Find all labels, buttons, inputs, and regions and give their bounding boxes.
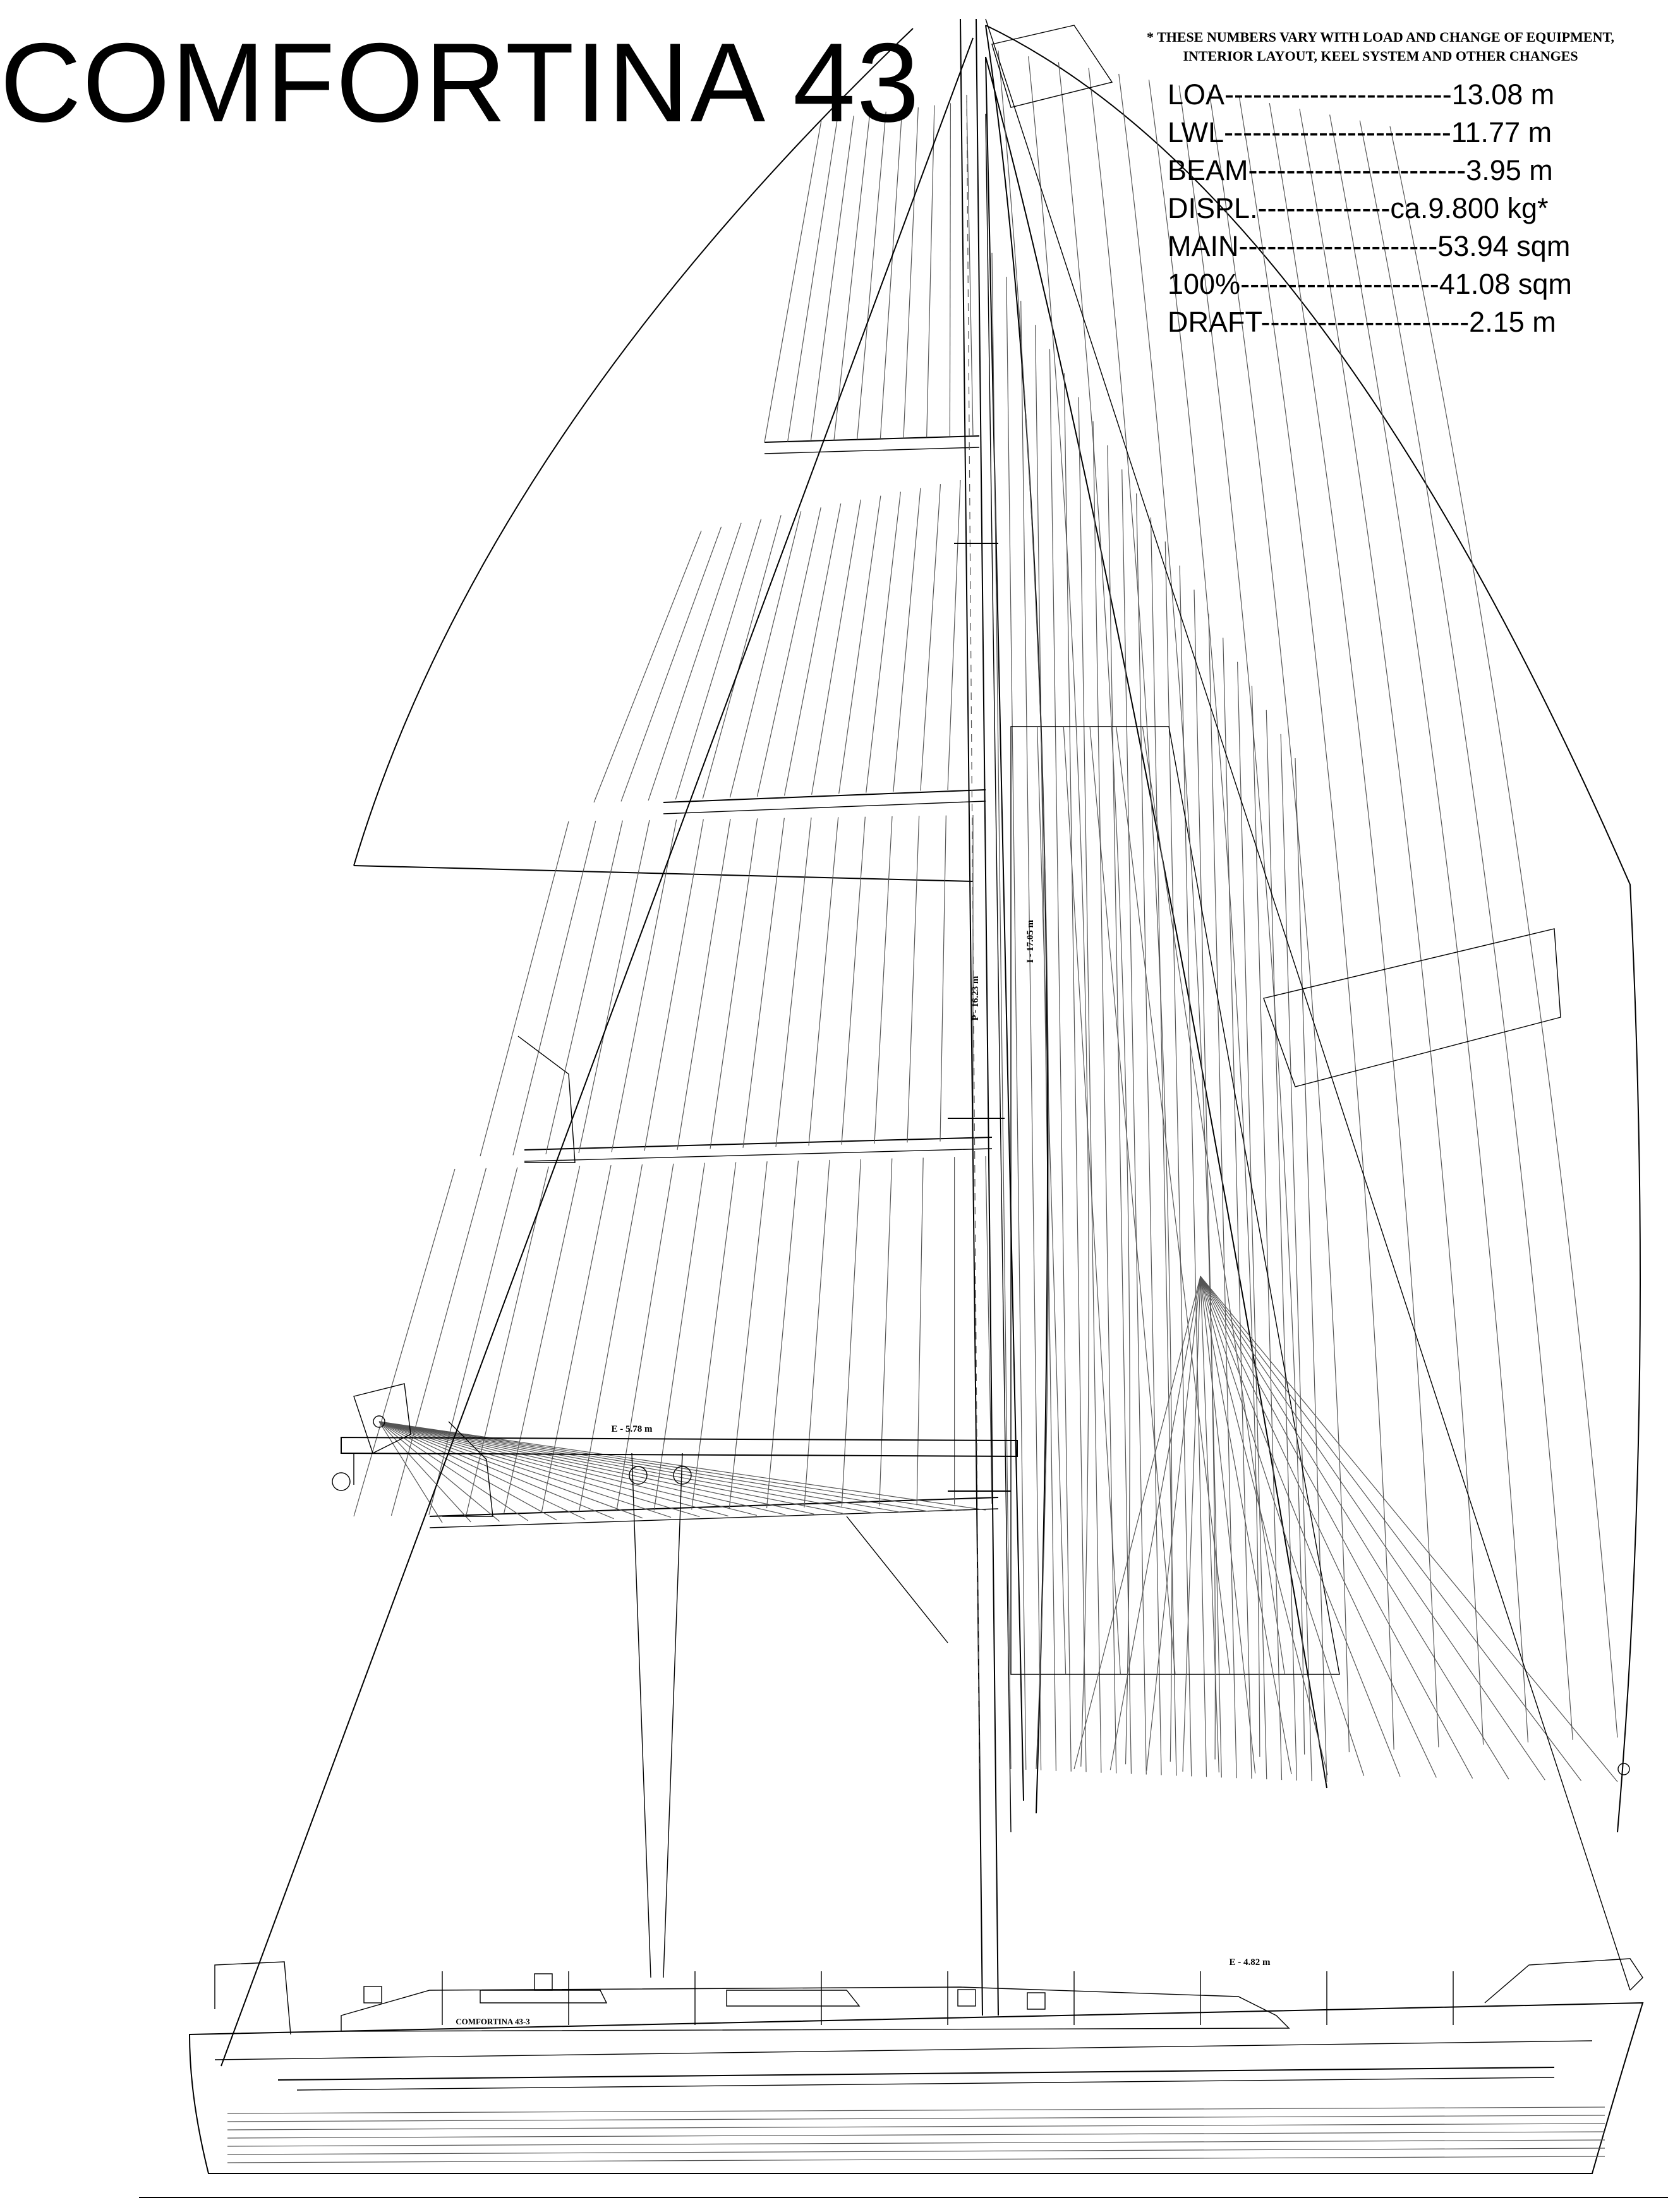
- main-panel-seam: [466, 1166, 548, 1514]
- winch: [1027, 1993, 1045, 2009]
- jib-panel-seam: [1238, 662, 1267, 1780]
- mainsheet: [632, 1453, 651, 1978]
- spec-lwl: LWL------------------------11.77 m: [1168, 116, 1552, 148]
- jib-panel-seam: [1064, 373, 1086, 1772]
- main-leech: [354, 28, 913, 866]
- dim-i-label: I - 17.05 m: [1025, 919, 1036, 964]
- main-batten: [663, 790, 986, 802]
- gennaker-clew-ring: [1618, 1763, 1629, 1775]
- main-panel-seam: [834, 114, 870, 440]
- main-panel-seam: [654, 1163, 704, 1511]
- jib-panel-seam: [1137, 493, 1162, 1775]
- hatch-hatched-2: [727, 1990, 859, 2006]
- main-radial-seam: [379, 1422, 957, 1511]
- main-panel-seam: [842, 817, 865, 1145]
- jib-panel-seam: [1266, 710, 1296, 1780]
- main-panel-seam: [842, 1159, 861, 1507]
- halyard: [986, 114, 1011, 1832]
- gennaker-radial: [1074, 1276, 1200, 1769]
- jib-panel-block: [1011, 727, 1339, 1674]
- mainsail: [354, 28, 998, 1528]
- jib-panel-seam: [1194, 589, 1221, 1777]
- jib-vertical-seam: [1063, 727, 1120, 1674]
- main-panel-seam: [866, 492, 901, 792]
- hull-stripe: [227, 2132, 1605, 2138]
- winch: [535, 1974, 552, 1990]
- winch: [958, 1990, 976, 2006]
- main-batten-pocket: [764, 447, 979, 454]
- mainsheet-2: [663, 1453, 682, 1978]
- hull-name-label: COMFORTINA 43-3: [456, 2017, 530, 2026]
- main-panel-seam: [579, 820, 650, 1153]
- main-panel-seam: [811, 116, 854, 440]
- forestay: [221, 38, 973, 2066]
- bow-pulpit: [1485, 1959, 1643, 2003]
- main-panel-seam: [874, 816, 892, 1144]
- main-radial-seam: [379, 1422, 614, 1519]
- page-title: COMFORTINA 43: [0, 20, 921, 145]
- gennaker-seam: [1300, 109, 1484, 1744]
- main-panel-seam: [907, 816, 919, 1142]
- jib-vertical-seam: [1116, 727, 1230, 1674]
- gennaker-radial: [1200, 1276, 1364, 1776]
- main-panel-seam: [809, 817, 838, 1145]
- hull-stripe: [227, 2156, 1605, 2163]
- winch: [364, 1986, 382, 2003]
- gennaker-radial: [1200, 1276, 1473, 1779]
- jib-panel-seam: [1079, 397, 1101, 1773]
- main-panel-seam: [927, 106, 934, 438]
- main-radial-seam: [379, 1422, 643, 1518]
- spec-foretriangle-area: 100%---------------------41.08 sqm: [1168, 268, 1572, 300]
- main-panel-seam: [917, 1157, 923, 1505]
- spec-beam: BEAM-----------------------3.95 m: [1168, 154, 1553, 186]
- sheet-block: [332, 1473, 350, 1490]
- main-panel-seam: [354, 1169, 455, 1516]
- spec-main-area: MAIN---------------------53.94 sqm: [1168, 230, 1571, 262]
- gennaker-radial: [1200, 1276, 1255, 1774]
- vang: [847, 1516, 948, 1643]
- main-panel-seam: [480, 821, 569, 1156]
- spec-list: [1168, 76, 1572, 341]
- spec-displacement: DISPL.--------------ca.9.800 kg*: [1168, 192, 1549, 224]
- main-panel-seam: [504, 1166, 580, 1513]
- gennaker-seam: [1360, 121, 1573, 1740]
- hull-outline: [190, 2003, 1643, 2173]
- gennaker-radial: [1200, 1276, 1581, 1781]
- jib-panel-seam: [1281, 734, 1312, 1781]
- jib-panel-seam: [1151, 517, 1176, 1775]
- dim-e-label: E - 5.78 m: [611, 1424, 653, 1434]
- jib-panel-seam: [1006, 277, 1026, 1770]
- rubrail: [278, 2067, 1554, 2080]
- main-panel-seam: [729, 1161, 767, 1509]
- main-panel-seam: [730, 511, 801, 797]
- main-radial-seam: [379, 1422, 871, 1513]
- main-panel-seam: [788, 118, 838, 442]
- main-panel-seam: [675, 519, 761, 800]
- main-panel-seam: [703, 515, 781, 798]
- dim-p-label: P - 16.23 m: [970, 976, 981, 1021]
- hatch-hatched: [480, 1990, 607, 2003]
- stern-pushpit: [215, 1962, 291, 2034]
- main-panel-seam: [644, 819, 703, 1151]
- main-panel-seam: [921, 484, 941, 790]
- jib-vertical-seam: [1037, 727, 1066, 1674]
- main-batten: [524, 1137, 992, 1150]
- dashed-halyard: [967, 95, 979, 1769]
- hull-stripe: [227, 2140, 1605, 2146]
- hull-stripe: [227, 2107, 1605, 2113]
- jib-vertical-seam: [1090, 727, 1175, 1674]
- main-panel-seam: [880, 109, 902, 438]
- main-panel-seam: [764, 120, 821, 442]
- main-batten: [764, 436, 979, 442]
- jib-panel-seam: [1252, 686, 1281, 1780]
- gennaker-seam: [1058, 62, 1130, 1764]
- main-panel-seam: [879, 1159, 892, 1506]
- gennaker-radial: [1183, 1276, 1200, 1772]
- disclaimer-line-2: INTERIOR LAYOUT, KEEL SYSTEM AND OTHER CHANGES: [1183, 48, 1578, 64]
- gennaker-radial: [1200, 1276, 1545, 1780]
- jib-panel-seam: [1093, 421, 1116, 1774]
- hull-stripe: [227, 2115, 1605, 2122]
- main-batten-pocket: [524, 1149, 992, 1161]
- main-panel-seam: [757, 507, 821, 797]
- main-panel-seam: [677, 819, 730, 1150]
- main-panel-seam: [940, 816, 946, 1142]
- main-panel-seam: [857, 112, 886, 440]
- gennaker-radial: [1200, 1276, 1436, 1777]
- main-panel-seam: [776, 818, 811, 1147]
- gennaker-radial: [1147, 1276, 1200, 1771]
- main-panel-seam: [617, 1164, 674, 1511]
- main-panel-seam: [648, 523, 741, 801]
- main-panel-seam: [692, 1162, 736, 1509]
- main-panel-seam: [948, 480, 960, 790]
- jib-panel-seam: [992, 253, 1011, 1769]
- disclaimer-note: [1118, 28, 1643, 66]
- main-panel-seam: [594, 531, 701, 802]
- disclaimer-line-1: * THESE NUMBERS VARY WITH LOAD AND CHANGE OF EQUIPMENT,: [1146, 29, 1614, 45]
- spec-draft: DRAFT----------------------2.15 m: [1168, 306, 1556, 338]
- hull-stripe: [227, 2148, 1605, 2155]
- hull: [139, 1959, 1668, 2197]
- spec-loa: LOA------------------------13.08 m: [1168, 78, 1555, 111]
- main-panel-seam: [621, 527, 721, 802]
- main-panel-seam: [743, 818, 784, 1148]
- main-panel-seam: [839, 496, 881, 794]
- main-radial-seam: [379, 1422, 785, 1514]
- main-panel-seam: [767, 1161, 799, 1508]
- main-batten: [430, 1497, 998, 1516]
- main-batten-pocket: [663, 801, 986, 814]
- sheerline: [215, 2041, 1592, 2060]
- main-radial-seam: [379, 1422, 814, 1514]
- dim-j-label: E - 4.82 m: [1229, 1957, 1271, 1967]
- main-panel-seam: [812, 500, 861, 795]
- hull-stripe: [227, 2124, 1605, 2130]
- gennaker-radial: [1200, 1276, 1219, 1772]
- main-panel-seam: [710, 818, 758, 1149]
- gennaker-seam: [1390, 126, 1617, 1738]
- jib-panel-seam: [1108, 445, 1132, 1774]
- main-panel-seam: [904, 107, 918, 438]
- main-panel-seam: [785, 504, 841, 795]
- gennaker-seam: [1330, 115, 1528, 1743]
- main-panel-seam: [893, 488, 921, 792]
- rubrail-lower: [297, 2077, 1554, 2090]
